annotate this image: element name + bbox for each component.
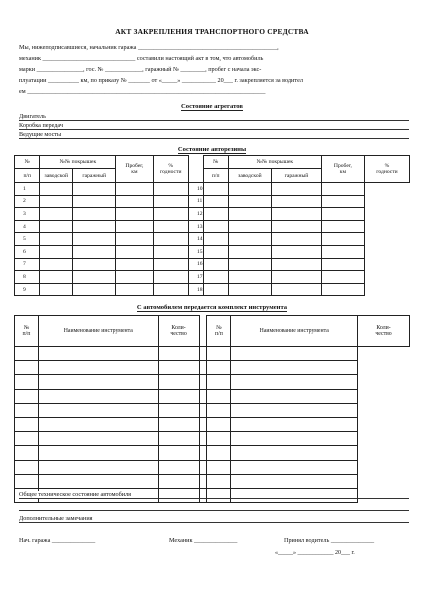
tyre-cell[interactable] (271, 220, 321, 233)
row-number: 4 (15, 220, 40, 233)
col-mileage: Пробег, км (116, 156, 153, 183)
tyre-cell[interactable] (228, 283, 271, 296)
tool-cell[interactable] (207, 403, 231, 417)
tool-cell[interactable] (158, 417, 199, 431)
tool-row (15, 375, 410, 389)
tool-cell[interactable] (38, 347, 158, 361)
tyre-cell[interactable] (228, 220, 271, 233)
tyre-cell[interactable] (271, 258, 321, 271)
section-title-tyres: Состояние авторезины (177, 146, 247, 153)
tool-cell[interactable] (158, 460, 199, 474)
tool-cell[interactable] (199, 389, 207, 403)
intro-line: плуатации __________ км, по приказу № _______ от «_____» ___________ 20___ г. закрепляется за водител (19, 77, 303, 84)
tool-cell[interactable] (38, 432, 158, 446)
tyre-cell[interactable] (203, 233, 228, 246)
tyre-cell[interactable] (321, 245, 364, 258)
tool-cell[interactable] (15, 460, 39, 474)
tool-cell[interactable] (38, 375, 158, 389)
tool-cell[interactable] (15, 432, 39, 446)
row-number: 6 (15, 245, 40, 258)
tyre-cell[interactable] (153, 258, 188, 271)
tyre-cell[interactable] (203, 195, 228, 208)
tyre-cell[interactable] (228, 233, 271, 246)
tool-cell[interactable] (38, 474, 158, 488)
tool-cell[interactable] (207, 446, 231, 460)
row-number: 11 (188, 195, 203, 208)
tyre-cell[interactable] (228, 258, 271, 271)
table-gap (188, 156, 203, 183)
tyre-cell[interactable] (40, 220, 73, 233)
tyre-cell[interactable] (73, 245, 116, 258)
tyre-cell[interactable] (271, 283, 321, 296)
tool-cell[interactable] (207, 375, 231, 389)
tool-cell[interactable] (207, 347, 231, 361)
tyre-cell[interactable] (321, 233, 364, 246)
col-mileage: Пробег, км (321, 156, 364, 183)
tool-cell[interactable] (231, 460, 358, 474)
tyre-cell[interactable] (271, 183, 321, 196)
tool-cell[interactable] (231, 389, 358, 403)
tool-cell[interactable] (231, 432, 358, 446)
tyre-cell[interactable] (228, 183, 271, 196)
aggregate-label: Двигатель (19, 113, 46, 120)
tool-cell[interactable] (231, 375, 358, 389)
row-number: 1 (15, 183, 40, 196)
intro-line: ем _____________________________________________________________________________ (19, 88, 266, 95)
tool-cell[interactable] (199, 474, 207, 488)
tool-cell[interactable] (207, 474, 231, 488)
tyre-cell[interactable] (203, 258, 228, 271)
tyre-cell[interactable] (271, 245, 321, 258)
tool-cell[interactable] (158, 446, 199, 460)
tool-cell[interactable] (207, 389, 231, 403)
tyre-row (15, 283, 410, 296)
row-number: 3 (15, 208, 40, 221)
tyre-row (15, 208, 410, 221)
tyre-cell[interactable] (40, 183, 73, 196)
row-number: 10 (188, 183, 203, 196)
tyre-cell[interactable] (116, 208, 153, 221)
tool-cell[interactable] (15, 474, 39, 488)
tool-cell[interactable] (199, 460, 207, 474)
tyre-row (15, 258, 410, 271)
row-number: 13 (188, 220, 203, 233)
tyre-cell[interactable] (153, 245, 188, 258)
col-tyre-nums: №№ покрышек (228, 156, 321, 169)
col-num: № п/п (207, 316, 231, 347)
remarks-label: Дополнительные замечания (19, 515, 93, 522)
intro-paragraph (19, 42, 409, 97)
tyre-cell[interactable] (73, 183, 116, 196)
tyre-cell[interactable] (321, 183, 364, 196)
remarks-row (19, 515, 409, 527)
tyre-cell[interactable] (203, 208, 228, 221)
tyres-table (14, 155, 410, 296)
tyres-header-row (15, 156, 410, 169)
tyre-cell[interactable] (40, 195, 73, 208)
col-num: № (15, 156, 40, 169)
aggregate-label: Коробка передач (19, 122, 64, 129)
tyre-cell[interactable] (116, 245, 153, 258)
tool-cell[interactable] (158, 361, 199, 375)
tyre-cell[interactable] (73, 258, 116, 271)
col-tyre-nums: №№ покрышек (40, 156, 116, 169)
tool-cell[interactable] (231, 347, 358, 361)
tyre-cell[interactable] (153, 283, 188, 296)
tool-cell[interactable] (15, 375, 39, 389)
general-condition-label: Общее техническое состояние автомобиля (19, 491, 132, 498)
col-factory: заводской (40, 169, 73, 183)
intro-line: механик ______________________________ составили настоящий акт в том, что автомобиль (19, 55, 264, 62)
tyre-cell[interactable] (116, 258, 153, 271)
tool-row (15, 460, 410, 474)
tool-cell[interactable] (15, 446, 39, 460)
table-gap (199, 316, 207, 347)
col-wear: % годности (153, 156, 188, 183)
tyre-cell[interactable] (116, 220, 153, 233)
tool-cell[interactable] (158, 432, 199, 446)
general-condition-row-extra (19, 503, 409, 515)
row-number: 18 (188, 283, 203, 296)
tyre-cell[interactable] (73, 271, 116, 284)
tool-cell[interactable] (158, 403, 199, 417)
tyre-cell[interactable] (203, 271, 228, 284)
tool-row (15, 403, 410, 417)
tyre-cell[interactable] (321, 258, 364, 271)
tool-cell[interactable] (15, 403, 39, 417)
tool-cell[interactable] (199, 432, 207, 446)
tools-table (14, 315, 410, 503)
date-line: «_____» ____________ 20___ г. (275, 550, 355, 556)
fill-line[interactable] (19, 120, 409, 121)
row-number: 16 (188, 258, 203, 271)
tyre-cell[interactable] (153, 195, 188, 208)
tool-cell[interactable] (231, 417, 358, 431)
tool-cell[interactable] (199, 361, 207, 375)
tool-cell[interactable] (38, 460, 158, 474)
tyre-row (15, 183, 410, 196)
tool-cell[interactable] (38, 361, 158, 375)
tool-cell[interactable] (199, 403, 207, 417)
section-title-tools: С автомобилем передается комплект инструмента (136, 304, 288, 311)
aggregate-row (19, 113, 409, 122)
tyre-row (15, 245, 410, 258)
aggregate-row (19, 122, 409, 131)
tyre-cell[interactable] (271, 208, 321, 221)
col-num-sub: п/п (15, 169, 40, 183)
col-qty: Коли- чество (158, 316, 199, 347)
tyre-cell[interactable] (73, 220, 116, 233)
tyre-row (15, 220, 410, 233)
tyres-body (15, 183, 410, 296)
tool-cell[interactable] (231, 403, 358, 417)
tyre-cell[interactable] (228, 195, 271, 208)
row-number: 17 (188, 271, 203, 284)
fill-line[interactable] (19, 498, 409, 499)
tyre-cell[interactable] (40, 245, 73, 258)
tools-body (15, 347, 410, 503)
col-num-sub: п/п (203, 169, 228, 183)
tyre-cell[interactable] (40, 233, 73, 246)
tyre-cell[interactable] (228, 245, 271, 258)
garage-head-signature: Нач. гаража ______________ (19, 537, 96, 544)
tool-row (15, 389, 410, 403)
tool-cell[interactable] (15, 347, 39, 361)
tyre-cell[interactable] (153, 183, 188, 196)
col-garage: гаражный (73, 169, 116, 183)
tool-cell[interactable] (207, 361, 231, 375)
intro-line: марки _______________, гос. № ____________, гаражный № ________, пробег с начала экс- (19, 66, 262, 73)
tyre-cell[interactable] (153, 220, 188, 233)
tool-row (15, 347, 410, 361)
fill-line[interactable] (19, 138, 409, 139)
tyre-cell[interactable] (116, 283, 153, 296)
row-number: 8 (15, 271, 40, 284)
tool-cell[interactable] (199, 417, 207, 431)
col-garage: гаражный (271, 169, 321, 183)
tyre-cell[interactable] (203, 183, 228, 196)
row-number: 12 (188, 208, 203, 221)
tyre-cell[interactable] (40, 258, 73, 271)
tool-cell[interactable] (231, 446, 358, 460)
tyre-cell[interactable] (116, 233, 153, 246)
tool-cell[interactable] (158, 347, 199, 361)
aggregate-label: Ведущие мосты (19, 131, 62, 138)
tool-cell[interactable] (15, 361, 39, 375)
tyre-cell[interactable] (321, 283, 364, 296)
tool-cell[interactable] (38, 446, 158, 460)
tool-cell[interactable] (199, 375, 207, 389)
tool-cell[interactable] (199, 446, 207, 460)
tool-cell[interactable] (207, 460, 231, 474)
general-condition-row (19, 491, 409, 503)
remarks-block (19, 515, 409, 527)
tool-cell[interactable] (38, 389, 158, 403)
document-title: АКТ ЗАКРЕПЛЕНИЯ ТРАНСПОРТНОГО СРЕДСТВА (115, 27, 309, 36)
tyre-cell[interactable] (228, 271, 271, 284)
tyre-cell[interactable] (40, 271, 73, 284)
tool-cell[interactable] (207, 417, 231, 431)
tool-cell[interactable] (38, 417, 158, 431)
tool-cell[interactable] (38, 403, 158, 417)
row-number: 5 (15, 233, 40, 246)
tyre-cell[interactable] (271, 271, 321, 284)
tyre-row (15, 233, 410, 246)
tyre-row (15, 195, 410, 208)
tyre-cell[interactable] (321, 220, 364, 233)
tyre-cell[interactable] (203, 283, 228, 296)
tyre-cell[interactable] (73, 233, 116, 246)
col-tool-name: Наименование инструмента (231, 316, 358, 347)
tyre-cell[interactable] (321, 208, 364, 221)
tool-cell[interactable] (158, 474, 199, 488)
tool-row (15, 474, 410, 488)
tyre-cell[interactable] (203, 220, 228, 233)
row-number: 2 (15, 195, 40, 208)
mechanic-signature: Механик ______________ (169, 537, 238, 544)
col-qty: Коли- чество (358, 316, 410, 347)
section-title-aggregates: Состояние агрегатов (181, 103, 243, 110)
tyre-cell[interactable] (40, 283, 73, 296)
tool-cell[interactable] (231, 361, 358, 375)
fill-line[interactable] (19, 510, 409, 511)
col-num: № (203, 156, 228, 169)
tyre-cell[interactable] (73, 208, 116, 221)
tool-cell[interactable] (158, 375, 199, 389)
driver-signature: Принял водитель ______________ (284, 537, 375, 544)
tyre-row (15, 271, 410, 284)
col-factory: заводской (228, 169, 271, 183)
tool-row (15, 432, 410, 446)
tool-cell[interactable] (207, 432, 231, 446)
row-number: 9 (15, 283, 40, 296)
tyre-cell[interactable] (228, 208, 271, 221)
tool-cell[interactable] (158, 389, 199, 403)
tool-cell[interactable] (199, 347, 207, 361)
tool-cell[interactable] (15, 417, 39, 431)
row-number: 14 (188, 233, 203, 246)
tyre-cell[interactable] (116, 183, 153, 196)
col-num: № п/п (15, 316, 39, 347)
tool-cell[interactable] (231, 474, 358, 488)
col-tool-name: Наименование инструмента (38, 316, 158, 347)
tool-row (15, 446, 410, 460)
tyre-cell[interactable] (271, 233, 321, 246)
tool-row (15, 361, 410, 375)
tyre-cell[interactable] (73, 195, 116, 208)
aggregates-block (19, 113, 409, 140)
aggregate-row (19, 131, 409, 140)
tool-row (15, 417, 410, 431)
row-number: 7 (15, 258, 40, 271)
tyre-cell[interactable] (40, 208, 73, 221)
general-condition-block (19, 491, 409, 515)
tools-header-row (15, 316, 410, 347)
tyre-cell[interactable] (153, 271, 188, 284)
tyre-cell[interactable] (116, 271, 153, 284)
tyre-cell[interactable] (153, 233, 188, 246)
tyre-cell[interactable] (116, 195, 153, 208)
col-wear: % годности (364, 156, 409, 183)
intro-line: Мы, нижеподписавшиеся, начальник гаража _____________________________________________, (19, 44, 279, 51)
tyre-cell[interactable] (321, 195, 364, 208)
tool-cell[interactable] (15, 389, 39, 403)
tyre-cell[interactable] (321, 271, 364, 284)
tyre-cell[interactable] (271, 195, 321, 208)
fill-line[interactable] (19, 522, 409, 523)
tyre-cell[interactable] (203, 245, 228, 258)
row-number: 15 (188, 245, 203, 258)
tyre-cell[interactable] (73, 283, 116, 296)
tyre-cell[interactable] (153, 208, 188, 221)
fill-line[interactable] (19, 129, 409, 130)
